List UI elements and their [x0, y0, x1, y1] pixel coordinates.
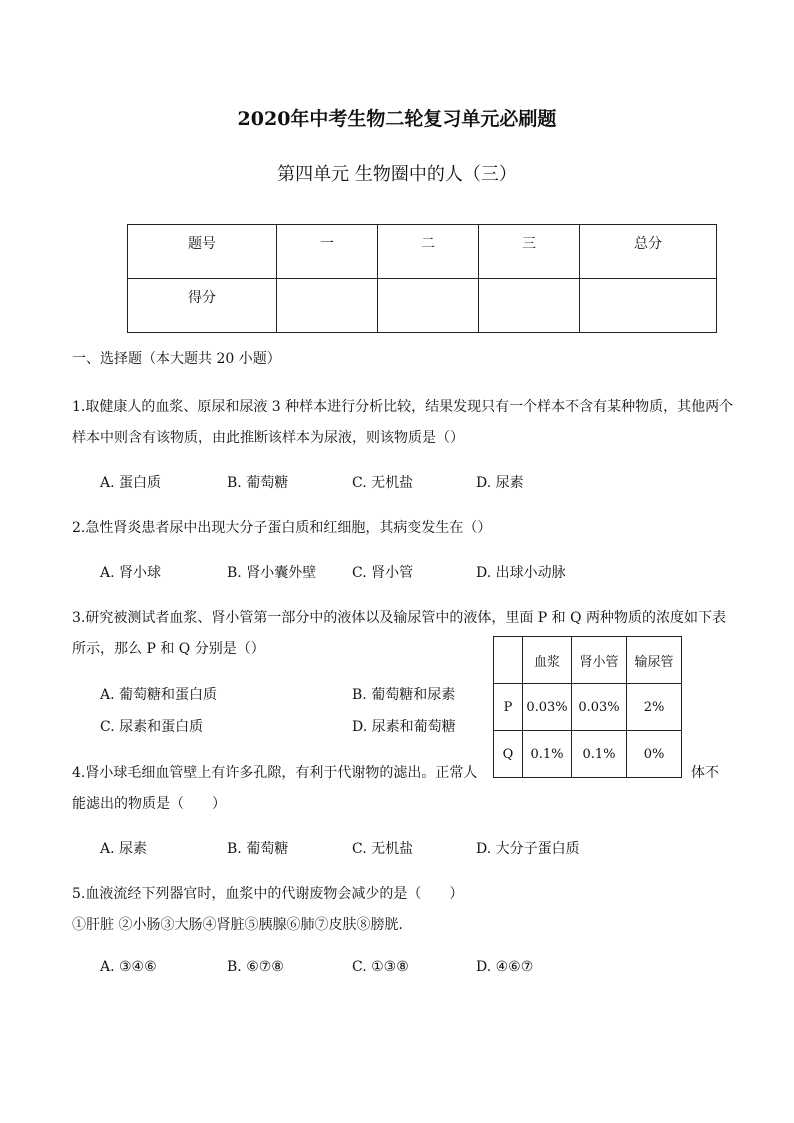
score-header-cell: 二 — [378, 225, 479, 279]
score-table-header-row — [128, 225, 717, 279]
concentration-header-cell: 血浆 — [523, 637, 572, 684]
concentration-cell: 0.03% — [572, 684, 627, 731]
question-5-option-c[interactable]: C. ①③⑧ — [352, 959, 409, 975]
question-4-option-b[interactable]: B. 葡萄糖 — [227, 841, 289, 857]
question-1-option-a[interactable]: A. 蛋白质 — [100, 475, 162, 491]
score-cell[interactable] — [479, 279, 580, 333]
question-1-option-b[interactable]: B. 葡萄糖 — [227, 475, 289, 491]
question-5-text: 5.血液流经下列器官时，血浆中的代谢废物会减少的是（ ） — [72, 886, 464, 902]
concentration-cell: 2% — [627, 684, 682, 731]
score-header-cell: 一 — [277, 225, 378, 279]
score-row-label: 得分 — [128, 279, 277, 333]
score-header-cell: 总分 — [580, 225, 717, 279]
score-cell[interactable] — [580, 279, 717, 333]
concentration-cell: 0.1% — [572, 731, 627, 778]
score-header-cell: 三 — [479, 225, 580, 279]
concentration-row-p — [494, 684, 682, 731]
concentration-row-label: P — [494, 684, 523, 731]
question-3-text: 3.研究被测试者血浆、肾小管第一部分中的液体以及输尿管中的液体，里面 P 和 Q 两种物质的浓度如下表 — [72, 610, 727, 626]
concentration-cell: 0% — [627, 731, 682, 778]
question-3-text: 所示，那么 P 和 Q 分别是（） — [72, 641, 265, 657]
question-2-text: 2.急性肾炎患者尿中出现大分子蛋白质和红细胞，其病变发生在（） — [72, 520, 492, 536]
question-4-text: 能滤出的物质是（ ） — [72, 796, 226, 812]
page-subtitle: 第四单元 生物圈中的人（三） — [277, 164, 517, 185]
question-5-organ-list: ①肝脏 ②小肠③大肠④肾脏⑤胰腺⑥肺⑦皮肤⑧膀胱． — [72, 917, 413, 933]
question-3-option-c[interactable]: C. 尿素和蛋白质 — [100, 719, 204, 735]
question-2-option-b[interactable]: B. 肾小囊外壁 — [227, 565, 317, 581]
question-4-option-d[interactable]: D. 大分子蛋白质 — [476, 841, 580, 857]
question-4-option-a[interactable]: A. 尿素 — [100, 841, 148, 857]
concentration-header-row — [494, 637, 682, 684]
question-4-text-tail: 体不 — [691, 765, 719, 781]
concentration-row-q — [494, 731, 682, 778]
question-1-option-c[interactable]: C. 无机盐 — [352, 475, 414, 491]
question-4-text: 4.肾小球毛细血管壁上有许多孔隙，有利于代谢物的滤出。正常人 — [72, 765, 478, 781]
score-table-score-row — [128, 279, 717, 333]
section-heading: 一、选择题（本大题共 20 小题） — [72, 351, 281, 367]
question-1-text: 样本中则含有该物质，由此推断该样本为尿液，则该物质是（） — [72, 430, 464, 446]
question-2-option-a[interactable]: A. 肾小球 — [100, 565, 162, 581]
concentration-table — [493, 636, 682, 778]
score-cell[interactable] — [378, 279, 479, 333]
question-1-option-d[interactable]: D. 尿素 — [476, 475, 524, 491]
score-cell[interactable] — [277, 279, 378, 333]
concentration-row-label: Q — [494, 731, 523, 778]
score-table — [127, 224, 717, 333]
question-5-option-d[interactable]: D. ④⑥⑦ — [476, 959, 534, 975]
question-2-option-c[interactable]: C. 肾小管 — [352, 565, 414, 581]
page-title: 2020年中考生物二轮复习单元必刷题 — [237, 108, 557, 130]
question-2-option-d[interactable]: D. 出球小动脉 — [476, 565, 566, 581]
question-5-option-a[interactable]: A. ③④⑥ — [100, 959, 157, 975]
question-4-option-c[interactable]: C. 无机盐 — [352, 841, 414, 857]
concentration-header-cell: 肾小管 — [572, 637, 627, 684]
question-3-option-b[interactable]: B. 葡萄糖和尿素 — [352, 687, 456, 703]
concentration-cell: 0.1% — [523, 731, 572, 778]
question-3-option-a[interactable]: A. 葡萄糖和蛋白质 — [100, 687, 218, 703]
question-1-text: 1.取健康人的血浆、原尿和尿液 3 种样本进行分析比较，结果发现只有一个样本不含有某种物质，其他两个 — [72, 399, 734, 415]
score-header-cell: 题号 — [128, 225, 277, 279]
concentration-header-cell — [494, 637, 523, 684]
concentration-cell: 0.03% — [523, 684, 572, 731]
question-3-option-d[interactable]: D. 尿素和葡萄糖 — [352, 719, 456, 735]
question-5-option-b[interactable]: B. ⑥⑦⑧ — [227, 959, 284, 975]
concentration-header-cell: 输尿管 — [627, 637, 682, 684]
